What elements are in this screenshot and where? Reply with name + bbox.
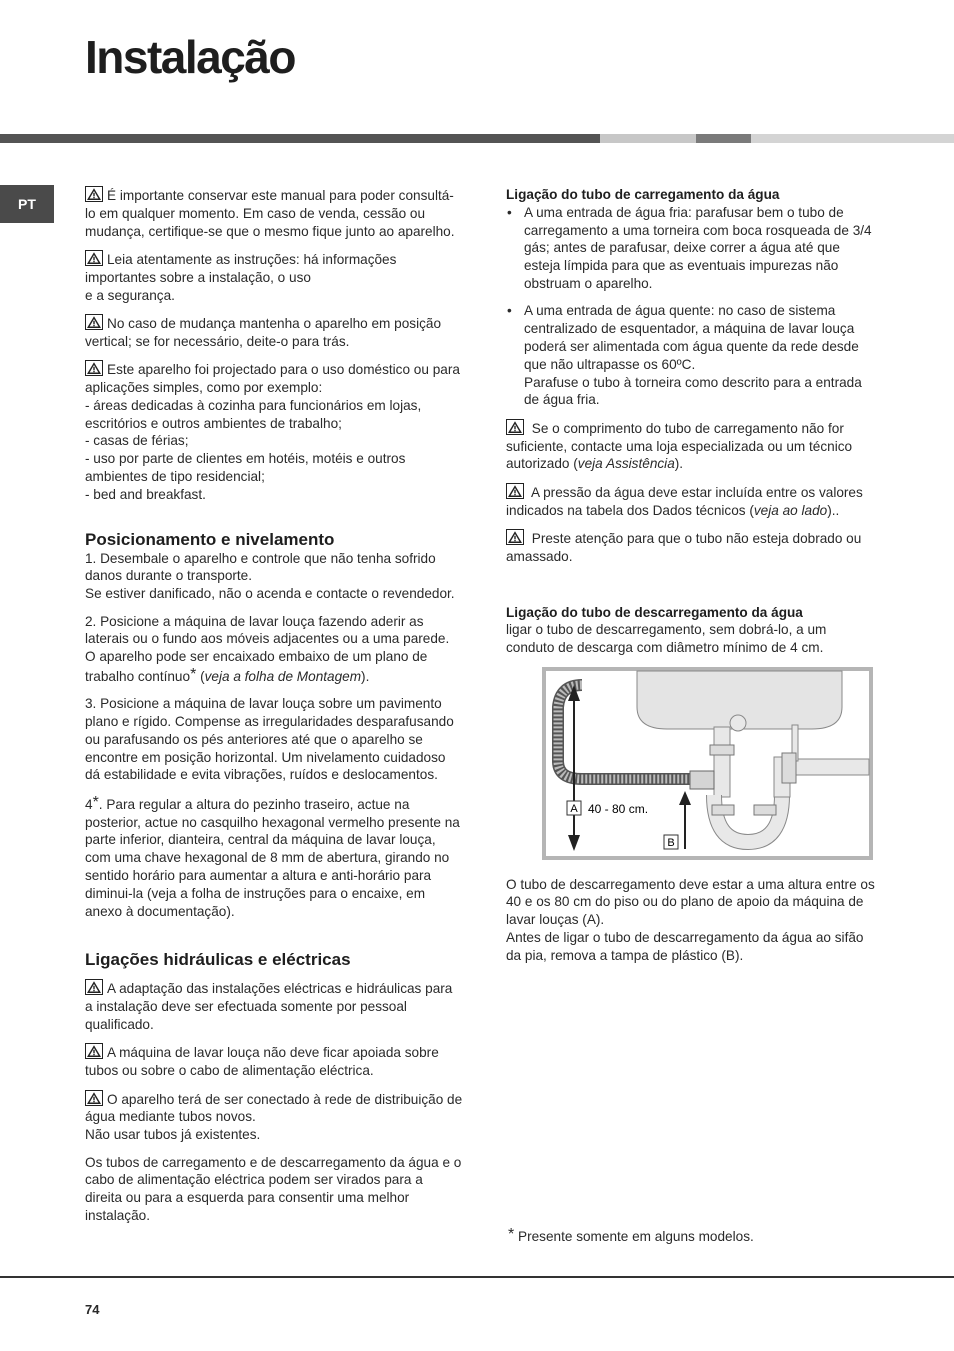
- header-rule-light: [600, 134, 696, 143]
- warning-hose-length: Se o comprimento do tubo de carregamento não for suficiente, contacte uma loja especializada ou um técnico autorizado (veja Assistência).: [506, 420, 853, 472]
- page-number: 74: [85, 1302, 100, 1317]
- paragraph-no-pipes: A máquina de lavar louça não deve ficar apoiada sobre tubos ou sobre o cabo de alimentação eléctrica.: [85, 1045, 439, 1079]
- warning-triangle-icon: [506, 483, 524, 499]
- section-title-positioning: Posicionamento e nivelamento: [85, 529, 335, 549]
- warning-triangle-icon: [85, 1043, 103, 1059]
- list-item: • A uma entrada de água fria: parafusar bem o tubo de carregamento a uma torneira com boca rosqueada de 3/4 gás; antes de parafusar, deixe correr a água até que esteja límpida para que as eventuais impurezas não obstruam o aparelho.: [506, 204, 878, 293]
- paragraph-new-pipes: O aparelho terá de ser conectado à rede de distribuição de água mediante tubos novos. Não usar tubos já existentes.: [85, 1091, 463, 1143]
- header-rule-pale: [751, 134, 954, 143]
- paragraph-unpack: 1. Desembale o aparelho e controle que não tenha sofrido danos durante o transporte. Se estiver danificado, não o acenda e contacte o revendedor.: [85, 550, 455, 602]
- warning-triangle-icon: [85, 360, 103, 376]
- header-rule-mid: [696, 134, 751, 143]
- list-item: • A uma entrada de água quente: no caso de sistema centralizado de esquentador, a máquina de lavar louça poderá ser alimentada com água quente da rede desde que não ultrapasse os 60ºC. Parafuse o tubo à torneira como descrito para a entrada de água fria.: [506, 302, 878, 409]
- paragraph-rear-foot: 4*. Para regular a altura do pezinho traseiro, actue na posterior, actue no casquilho hexagonal vermelho presente na parte inferior, dianteira, central da máquina de lavar louça, com uma chave hexagonal de 8 mm de abertura, girando no sentido horário para aumentar a altura e anti-horário para diminui-la (veja a folha de instruções para o encaixe, em anexo à documentação).: [85, 793, 460, 919]
- subsection-title-inlet: Ligação do tubo de carregamento da água: [506, 187, 780, 202]
- drain-hose-diagram: [542, 667, 873, 860]
- warning-kink: Preste atenção para que o tubo não esteja dobrado ou amassado.: [506, 530, 862, 564]
- section-title-connections: Ligações hidráulicas e eléctricas: [85, 950, 351, 970]
- paragraph-qualified: A adaptação das instalações eléctricas e hidráulicas para a instalação deve ser efectuada somente por pessoal qualificado.: [85, 981, 453, 1033]
- paragraph-drain-height: O tubo de descarregamento deve estar a uma altura entre os 40 e os 80 cm do piso ou do plano de apoio da máquina de lavar louças (A). Antes de ligar o tubo de descarregamento da água ao sifão da pia, remova a tampa de plástico (B).: [506, 876, 875, 963]
- warning-triangle-icon: [506, 529, 524, 545]
- footnote: * Presente somente em alguns modelos.: [508, 1226, 754, 1244]
- warning-triangle-icon: [85, 250, 103, 266]
- paragraph-intended-use: Este aparelho foi projectado para o uso doméstico ou para aplicações simples, como por exemplo: - áreas dedicadas à cozinha para funcionários em lojas, escritórios e outros ambientes de trabalho; - casas de férias; - uso por parte de clientes em hotéis, motéis e outros ambientes de tipo residencial; - bed and breakfast.: [85, 362, 460, 502]
- inlet-list: [506, 204, 878, 409]
- paragraph-drain: ligar o tubo de descarregamento, sem dobrá-lo, a um conduto de descarga com diâmetro mínimo de 4 cm.: [506, 622, 827, 656]
- left-column: [85, 186, 463, 1234]
- figure-label-a: A: [570, 802, 578, 815]
- paragraph-hose-direction: Os tubos de carregamento e de descarregamento da água e o cabo de alimentação eléctrica podem ser virados para a direita ou para a esquerda para consentir uma melhor instalação.: [85, 1154, 462, 1223]
- figure-range-label: 40 - 80 cm.: [588, 801, 649, 816]
- warning-triangle-icon: [85, 979, 103, 995]
- paragraph-position: 2. Posicione a máquina de lavar louça fazendo aderir as laterais ou o fundo aos móveis adjacentes ou a uma parede. O aparelho pode ser encaixado embaixo de um plano de trabalho contínuo* (veja a folha de Montagem).: [85, 613, 450, 684]
- warning-pressure: A pressão da água deve estar incluída entre os valores indicados na tabela dos Dados técnicos (veja ao lado)..: [506, 484, 863, 518]
- right-column: [506, 186, 878, 974]
- language-tab: PT: [0, 185, 54, 223]
- footer-rule: [0, 1276, 954, 1278]
- paragraph-read-instructions: Leia atentamente as instruções: há informações importantes sobre a instalação, o uso e a segurança.: [85, 251, 397, 303]
- figure-label-b: B: [667, 836, 675, 849]
- subsection-title-drain: Ligação do tubo de descarregamento da água: [506, 604, 803, 620]
- paragraph-manual: É importante conservar este manual para poder consultá-lo em qualquer momento. Em caso de venda, cessão ou mudança, certifique-se que o mesmo fique junto ao aparelho.: [85, 188, 455, 239]
- warning-triangle-icon: [85, 314, 103, 330]
- warning-triangle-icon: [506, 419, 524, 435]
- paragraph-leveling: 3. Posicione a máquina de lavar louça sobre um pavimento plano e rígido. Compense as irregularidades desparafusando ou parafusando os pés anteriores até que o aparelho se encontre em posição horizontal. Um nivelamento cuidadoso dá estabilidade e evita vibrações, ruídos e deslocamentos.: [85, 696, 454, 783]
- warning-triangle-icon: [85, 186, 103, 202]
- paragraph-moving: No caso de mudança mantenha o aparelho em posição vertical; se for necessário, deite-o para trás.: [85, 315, 442, 349]
- page-title: Instalação: [85, 31, 295, 83]
- header-rule-dark: [0, 134, 600, 143]
- warning-triangle-icon: [85, 1090, 103, 1106]
